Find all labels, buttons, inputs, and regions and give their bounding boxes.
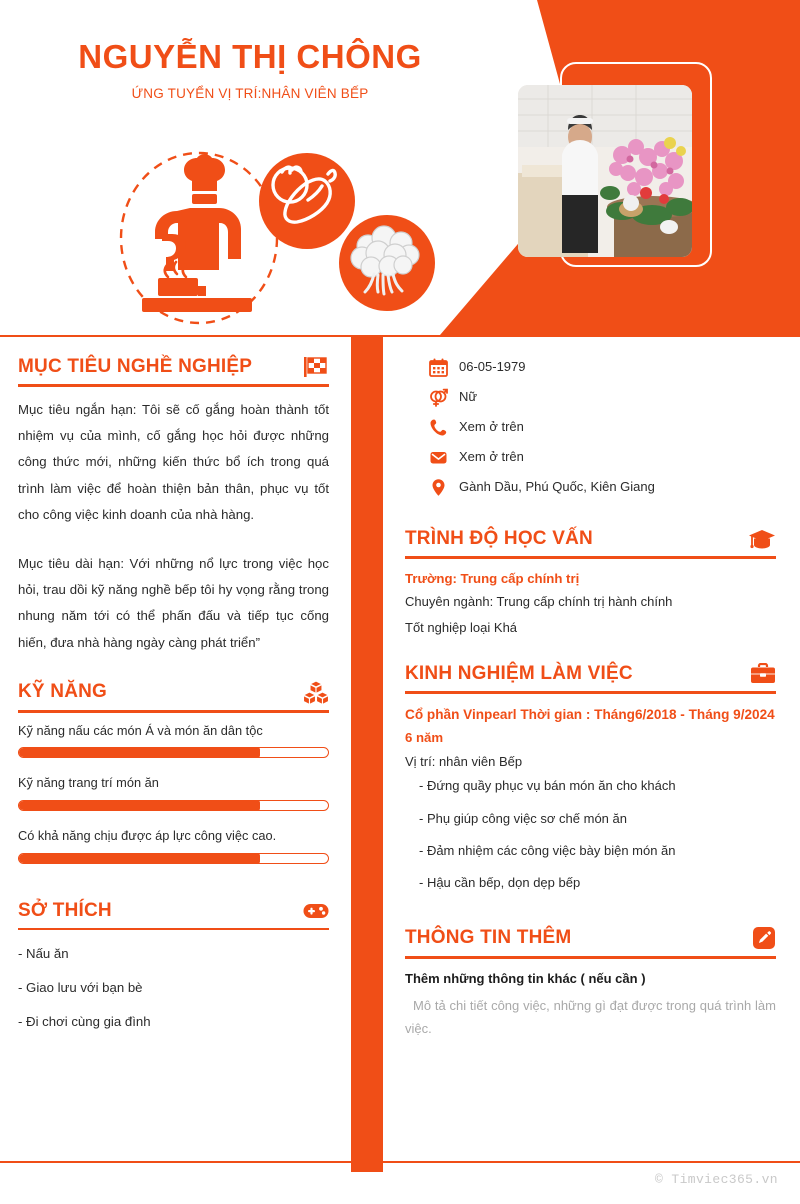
calendar-icon bbox=[429, 358, 459, 377]
left-column bbox=[0, 336, 351, 1047]
experience-entry bbox=[405, 704, 776, 892]
skill-label: Kỹ năng trang trí món ăn bbox=[18, 775, 159, 791]
skill-progress-track bbox=[18, 747, 329, 758]
section-extra-info bbox=[405, 906, 776, 1041]
contact-row-gender bbox=[429, 388, 776, 407]
experience-title: KINH NGHIỆM LÀM VIỆC bbox=[405, 662, 633, 684]
extra-info-header bbox=[405, 906, 776, 956]
objective-title: MỤC TIÊU NGHỀ NGHIỆP bbox=[18, 355, 253, 377]
section-hobbies bbox=[18, 881, 329, 1032]
section-education bbox=[405, 508, 776, 637]
applied-position: ỨNG TUYỂN VỊ TRÍ:NHÂN VIÊN BẾP bbox=[131, 85, 369, 101]
education-major: Chuyên ngành: Trung cấp chính trị hành chính bbox=[405, 594, 673, 610]
skills-underline bbox=[18, 710, 329, 713]
birthday-value: 06-05-1979 bbox=[459, 359, 526, 375]
objective-underline bbox=[18, 384, 329, 387]
phone-value: Xem ở trên bbox=[459, 419, 524, 435]
duty-item: - Đứng quầy phục vụ bán món ăn cho khách bbox=[419, 778, 676, 794]
hobbies-header bbox=[18, 881, 329, 928]
extra-info-placeholder: Mô tả chi tiết công việc, những gì đạt được trong quá trình làm việc. bbox=[405, 998, 776, 1036]
envelope-icon bbox=[429, 448, 459, 467]
skill-item bbox=[18, 723, 329, 759]
page-title: NGUYỄN THỊ CHÔNG bbox=[78, 38, 422, 75]
hobbies-underline bbox=[18, 928, 329, 931]
skills-header bbox=[18, 660, 329, 710]
experience-duties bbox=[405, 777, 776, 892]
phone-icon bbox=[429, 418, 459, 437]
section-skills bbox=[18, 660, 329, 863]
contact-row-email[interactable] bbox=[429, 448, 776, 467]
chef-cooking-icon bbox=[142, 154, 252, 312]
section-experience bbox=[405, 643, 776, 892]
objective-header bbox=[18, 336, 329, 384]
education-grade: Tốt nghiệp loại Khá bbox=[405, 619, 518, 635]
cubes-icon bbox=[303, 680, 329, 704]
cv-header bbox=[0, 0, 800, 335]
pencil-edit-icon[interactable] bbox=[752, 926, 776, 950]
footer-credit: © Timviec365.vn bbox=[654, 1172, 778, 1187]
school-name: Trường: Trung cấp chính trị bbox=[405, 570, 580, 586]
list-item: - Đi chơi cùng gia đình bbox=[18, 1014, 151, 1030]
skill-progress-track bbox=[18, 800, 329, 811]
objective-body bbox=[18, 397, 329, 657]
education-underline bbox=[405, 556, 776, 559]
skills-list bbox=[18, 723, 329, 864]
skills-title: KỸ NĂNG bbox=[18, 680, 108, 702]
education-header bbox=[405, 508, 776, 556]
checkered-flag-icon bbox=[303, 356, 329, 378]
hobbies-list bbox=[18, 940, 329, 1031]
candidate-photo-illustration bbox=[518, 85, 692, 257]
duty-item: - Phụ giúp công việc sơ chế món ăn bbox=[419, 810, 627, 826]
tomato-eggplant-icon bbox=[259, 153, 355, 249]
extra-info-heading: Thêm những thông tin khác ( nếu cần ) bbox=[405, 970, 646, 986]
hero-illustration bbox=[112, 138, 452, 333]
extra-info-title: THÔNG TIN THÊM bbox=[405, 926, 572, 948]
objective-paragraph-1: Mục tiêu ngắn hạn: Tôi sẽ cố gắng hoàn thành tốt nhiệm vụ của mình, cố gắng học hỏi được những công thức mới, những kiến thức bổ ích trong quá trình làm việc để hoàn thiện bản thân, phục vụ tốt cho công việc kinh doanh của nhà hàng. bbox=[18, 401, 329, 523]
gender-icon bbox=[429, 388, 459, 407]
email-value: Xem ở trên bbox=[459, 449, 524, 465]
list-item: - Nấu ăn bbox=[18, 946, 69, 962]
duty-item: - Hậu cần bếp, dọn dẹp bếp bbox=[419, 874, 581, 890]
skill-label: Kỹ năng nấu các món Á và món ăn dân tộc bbox=[18, 722, 263, 738]
gamepad-icon bbox=[303, 901, 329, 921]
gender-value: Nữ bbox=[459, 389, 478, 405]
contact-row-birthday bbox=[429, 358, 776, 377]
avatar bbox=[518, 85, 692, 257]
objective-paragraph-2: Mục tiêu dài hạn: Với những nổ lực trong việc học hỏi, trau dồi kỹ năng nghề bếp tôi hy vọng rằng trong nhung năm tới có thể phấn đấu và tiếp tục cống hiến, đưa nhà hàng ngày càng phát triển” bbox=[18, 555, 329, 650]
contact-info bbox=[405, 336, 776, 497]
experience-duration: 6 năm bbox=[405, 730, 444, 746]
briefcase-icon bbox=[750, 663, 776, 685]
name-block bbox=[0, 38, 500, 101]
broccoli-icon bbox=[339, 215, 435, 311]
list-item: - Giao lưu với bạn bè bbox=[18, 980, 143, 996]
education-title: TRÌNH ĐỘ HỌC VẤN bbox=[405, 527, 593, 549]
extra-info-underline bbox=[405, 956, 776, 959]
experience-header bbox=[405, 643, 776, 691]
skill-progress-fill bbox=[18, 853, 260, 864]
footer-divider bbox=[0, 1161, 800, 1163]
company-and-period: Cổ phần Vinpearl Thời gian : Tháng6/2018 - Tháng 9/2024 bbox=[405, 706, 775, 722]
right-column bbox=[383, 336, 800, 1045]
skill-item bbox=[18, 828, 329, 864]
skill-progress-fill bbox=[18, 747, 260, 758]
graduation-cap-icon bbox=[748, 528, 776, 550]
address-value: Gành Dầu, Phú Quốc, Kiên Giang bbox=[459, 479, 655, 495]
skill-label: Có khả năng chịu được áp lực công việc cao. bbox=[18, 828, 277, 844]
contact-row-phone[interactable] bbox=[429, 418, 776, 437]
duty-item: - Đảm nhiệm các công việc bày biện món ăn bbox=[419, 842, 676, 858]
experience-underline bbox=[405, 691, 776, 694]
location-pin-icon bbox=[429, 478, 459, 497]
section-objective bbox=[18, 336, 329, 656]
contact-row-address bbox=[429, 478, 776, 497]
column-divider-bar bbox=[351, 336, 383, 1172]
hobbies-title: SỞ THÍCH bbox=[18, 899, 112, 921]
education-entry bbox=[405, 569, 776, 638]
skill-progress-fill bbox=[18, 800, 260, 811]
experience-role: Vị trí: nhân viên Bếp bbox=[405, 753, 523, 769]
skill-item bbox=[18, 775, 329, 811]
skill-progress-track bbox=[18, 853, 329, 864]
